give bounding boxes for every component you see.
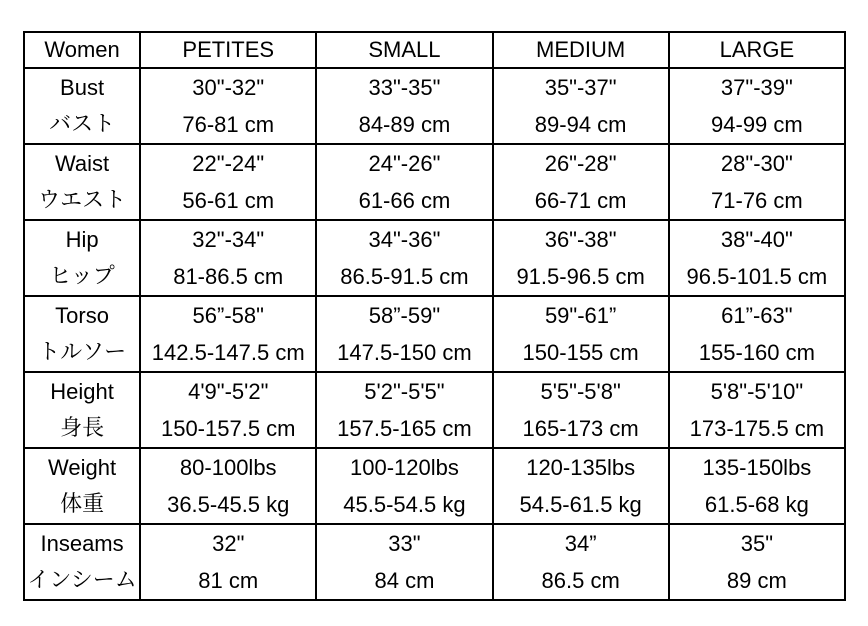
cell-large bbox=[669, 372, 845, 448]
cell-medium bbox=[493, 448, 669, 524]
value-inches: 37"-39" bbox=[720, 75, 793, 100]
value-metric: 157.5-165 cm bbox=[337, 416, 472, 441]
row-label bbox=[24, 220, 140, 296]
cell-medium bbox=[493, 296, 669, 372]
cell-large bbox=[669, 220, 845, 296]
value-metric: 61-66 cm bbox=[358, 188, 451, 213]
value-inches: 56”-58" bbox=[192, 303, 264, 328]
label-en: Hip bbox=[65, 227, 99, 252]
cell-petites bbox=[140, 448, 316, 524]
label-en: Weight bbox=[48, 455, 117, 480]
label-jp: ウエスト bbox=[38, 188, 127, 213]
label-en: Bust bbox=[60, 75, 105, 100]
cell-petites bbox=[140, 144, 316, 220]
label-jp: トルソー bbox=[38, 340, 127, 365]
value-metric: 36.5-45.5 kg bbox=[167, 492, 290, 517]
value-inches: 33" bbox=[388, 531, 421, 556]
value-metric: 165-173 cm bbox=[522, 416, 639, 441]
cell-petites bbox=[140, 220, 316, 296]
value-inches: 22"-24" bbox=[192, 151, 265, 176]
label-en: Height bbox=[50, 379, 114, 404]
value-metric: 96.5-101.5 cm bbox=[686, 264, 828, 289]
value-metric: 89-94 cm bbox=[534, 112, 627, 137]
value-inches: 32"-34" bbox=[192, 227, 265, 252]
value-inches: 30"-32" bbox=[192, 75, 265, 100]
header-petites: PETITES bbox=[140, 32, 316, 68]
cell-large bbox=[669, 524, 845, 600]
label-jp: 体重 bbox=[60, 492, 105, 517]
cell-large bbox=[669, 68, 845, 144]
value-metric: 81-86.5 cm bbox=[173, 264, 284, 289]
value-metric: 91.5-96.5 cm bbox=[516, 264, 645, 289]
value-inches: 5'8"-5'10" bbox=[710, 379, 804, 404]
row-label bbox=[24, 296, 140, 372]
value-metric: 89 cm bbox=[726, 568, 787, 593]
label-jp: 身長 bbox=[60, 416, 105, 441]
value-metric: 86.5 cm bbox=[541, 568, 620, 593]
value-inches: 61”-63" bbox=[721, 303, 793, 328]
row-label bbox=[24, 524, 140, 600]
value-metric: 84-89 cm bbox=[358, 112, 451, 137]
cell-petites bbox=[140, 524, 316, 600]
value-metric: 84 cm bbox=[374, 568, 435, 593]
value-inches: 100-120lbs bbox=[350, 455, 459, 480]
cell-small bbox=[316, 220, 492, 296]
value-metric: 147.5-150 cm bbox=[337, 340, 472, 365]
label-jp: ヒップ bbox=[49, 264, 115, 289]
value-inches: 38"-40" bbox=[720, 227, 793, 252]
value-metric: 66-71 cm bbox=[534, 188, 627, 213]
value-metric: 173-175.5 cm bbox=[689, 416, 825, 441]
cell-petites bbox=[140, 68, 316, 144]
label-en: Inseams bbox=[40, 531, 124, 556]
cell-small bbox=[316, 296, 492, 372]
value-inches: 36"-38" bbox=[544, 227, 617, 252]
value-metric: 155-160 cm bbox=[698, 340, 815, 365]
cell-large bbox=[669, 448, 845, 524]
header-medium: MEDIUM bbox=[493, 32, 669, 68]
cell-small bbox=[316, 448, 492, 524]
value-inches: 5'5"-5'8" bbox=[540, 379, 621, 404]
value-metric: 86.5-91.5 cm bbox=[340, 264, 469, 289]
value-metric: 150-155 cm bbox=[522, 340, 639, 365]
row-label bbox=[24, 144, 140, 220]
label-jp: バスト bbox=[49, 112, 116, 137]
row-label bbox=[24, 68, 140, 144]
header-women: Women bbox=[24, 32, 140, 68]
row-weight bbox=[24, 448, 845, 524]
cell-medium bbox=[493, 220, 669, 296]
row-bust bbox=[24, 68, 845, 144]
cell-petites bbox=[140, 296, 316, 372]
header-row bbox=[24, 32, 845, 68]
row-label bbox=[24, 448, 140, 524]
row-label bbox=[24, 372, 140, 448]
cell-large bbox=[669, 296, 845, 372]
value-metric: 71-76 cm bbox=[711, 188, 803, 213]
label-en: Waist bbox=[54, 151, 110, 176]
cell-small bbox=[316, 372, 492, 448]
label-jp: インシーム bbox=[27, 568, 137, 593]
value-metric: 150-157.5 cm bbox=[160, 416, 296, 441]
size-chart-table bbox=[23, 31, 846, 601]
cell-small bbox=[316, 144, 492, 220]
value-inches: 35"-37" bbox=[544, 75, 617, 100]
value-metric: 142.5-147.5 cm bbox=[151, 340, 305, 365]
cell-small bbox=[316, 68, 492, 144]
value-inches: 34” bbox=[564, 531, 597, 556]
value-inches: 120-135lbs bbox=[526, 455, 636, 480]
value-metric: 61.5-68 kg bbox=[704, 492, 809, 517]
row-hip bbox=[24, 220, 845, 296]
row-inseams bbox=[24, 524, 845, 600]
value-inches: 32" bbox=[212, 531, 245, 556]
header-large: LARGE bbox=[669, 32, 845, 68]
cell-medium bbox=[493, 144, 669, 220]
header-small: SMALL bbox=[316, 32, 492, 68]
row-height bbox=[24, 372, 845, 448]
value-inches: 34"-36" bbox=[368, 227, 441, 252]
cell-large bbox=[669, 144, 845, 220]
value-inches: 26"-28" bbox=[544, 151, 617, 176]
value-metric: 54.5-61.5 kg bbox=[519, 492, 642, 517]
value-metric: 56-61 cm bbox=[182, 188, 275, 213]
row-waist bbox=[24, 144, 845, 220]
cell-small bbox=[316, 524, 492, 600]
value-inches: 80-100lbs bbox=[179, 455, 277, 480]
value-metric: 45.5-54.5 kg bbox=[343, 492, 466, 517]
value-metric: 76-81 cm bbox=[182, 112, 275, 137]
value-inches: 4'9"-5'2" bbox=[188, 379, 269, 404]
cell-medium bbox=[493, 68, 669, 144]
value-inches: 28"-30" bbox=[720, 151, 793, 176]
value-inches: 24"-26" bbox=[368, 151, 441, 176]
value-inches: 135-150lbs bbox=[702, 455, 812, 480]
value-inches: 33"-35" bbox=[368, 75, 441, 100]
cell-medium bbox=[493, 524, 669, 600]
value-inches: 35" bbox=[740, 531, 774, 556]
value-inches: 58”-59" bbox=[368, 303, 441, 328]
cell-medium bbox=[493, 372, 669, 448]
value-inches: 5'2"-5'5" bbox=[364, 379, 445, 404]
value-metric: 94-99 cm bbox=[711, 112, 803, 137]
value-metric: 81 cm bbox=[198, 568, 259, 593]
cell-petites bbox=[140, 372, 316, 448]
label-en: Torso bbox=[55, 303, 109, 328]
value-inches: 59"-61” bbox=[544, 303, 617, 328]
row-torso bbox=[24, 296, 845, 372]
